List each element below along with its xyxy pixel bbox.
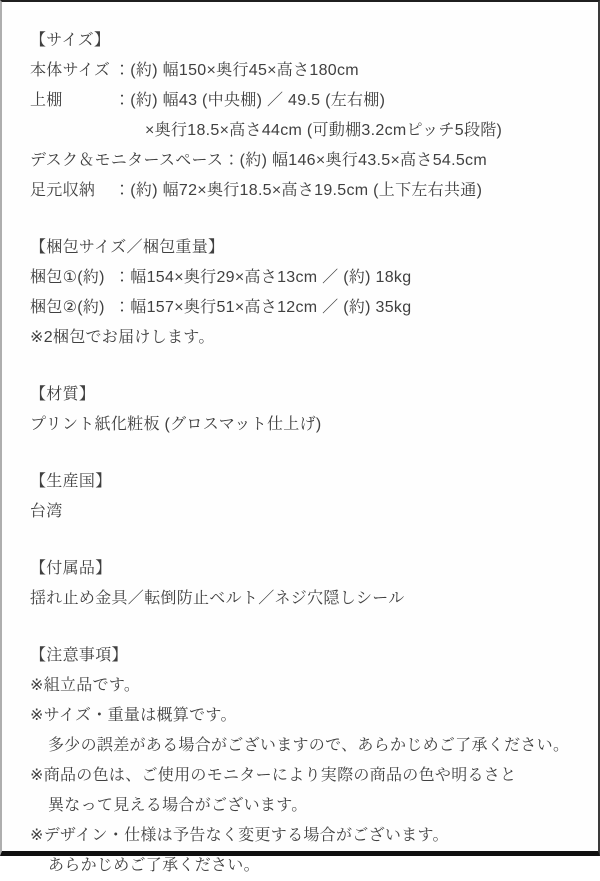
spec-value-continuation: ×奥行18.5×高さ44cm (可動棚3.2cmピッチ5段階) [145, 122, 503, 139]
packing-note: ※2梱包でお届けします。 [30, 329, 215, 346]
spec-row-desk-monitor-space [30, 146, 580, 176]
spec-value: ：(約) 幅72×奥行18.5×高さ19.5cm (上下左右共通) [114, 182, 483, 199]
section-size [30, 26, 580, 206]
packing-section-header: 【梱包サイズ／梱包重量】 [30, 239, 225, 256]
material-body: プリント紙化粧板 (グロスマット仕上げ) [30, 416, 322, 433]
spec-value: ：(約) 幅150×奥行45×高さ180cm [114, 62, 359, 79]
spec-value: ：(約) 幅43 (中央棚) ／ 49.5 (左右棚) [114, 92, 386, 109]
note-line-size-approx-cont: 多少の誤差がある場合がございますので、あらかじめご了承ください。 [48, 737, 570, 754]
note-line-assembly: ※組立品です。 [30, 677, 141, 694]
note-line-color-cont: 異なって見える場合がございます。 [48, 797, 308, 814]
section-country [30, 467, 580, 527]
spec-row-body-size [30, 56, 580, 86]
accessories-body: 揺れ止め金具／転倒防止ベルト／ネジ穴隠しシール [30, 590, 405, 607]
note-line-color: ※商品の色は、ご使用のモニターにより実際の商品の色や明るさと [30, 767, 517, 784]
spec-value: ：幅157×奥行51×高さ12cm ／ (約) 35kg [114, 299, 412, 316]
country-section-header: 【生産国】 [30, 473, 112, 490]
spec-row-upper-shelf [30, 86, 580, 116]
spec-label: 梱包②(約) [30, 299, 105, 316]
spec-value: ：(約) 幅146×奥行43.5×高さ54.5cm [223, 152, 487, 169]
section-material [30, 380, 580, 440]
spec-label: デスク＆モニタースペース [30, 152, 224, 169]
section-notes [30, 641, 580, 881]
note-line-size-approx: ※サイズ・重量は概算です。 [30, 707, 237, 724]
notes-section-header: 【注意事項】 [30, 647, 128, 664]
section-packing [30, 233, 580, 353]
spec-row-package-2 [30, 293, 580, 323]
note-line-design-cont: あらかじめご了承ください。 [48, 857, 260, 874]
spec-value: ：幅154×奥行29×高さ13cm ／ (約) 18kg [114, 269, 412, 286]
size-section-header: 【サイズ】 [30, 32, 111, 49]
section-accessories [30, 554, 580, 614]
note-line-design: ※デザイン・仕様は予告なく変更する場合がございます。 [30, 827, 449, 844]
spec-label: 梱包①(約) [30, 269, 105, 286]
spec-label: 上棚 [30, 92, 63, 109]
spec-row-foot-storage [30, 176, 580, 206]
accessories-section-header: 【付属品】 [30, 560, 112, 577]
spec-label: 本体サイズ [30, 62, 111, 79]
material-section-header: 【材質】 [30, 386, 96, 403]
spec-row-package-1 [30, 263, 580, 293]
spec-label: 足元収納 [30, 182, 96, 199]
country-body: 台湾 [30, 503, 63, 520]
